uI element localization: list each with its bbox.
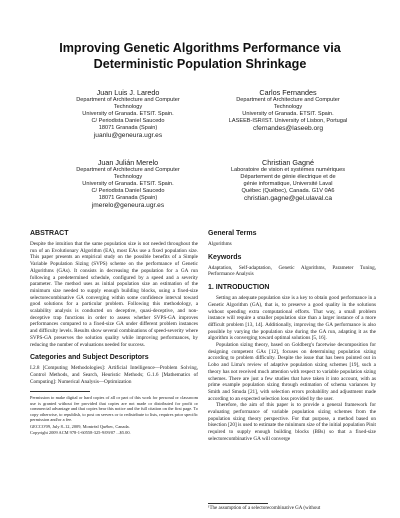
author-affiliation-line: 18071 Granada (Spain): [98, 125, 158, 131]
author-affiliation-line: Département de génie électrique et de: [240, 174, 336, 180]
author-affiliation-line: 18071 Granada (Spain): [98, 195, 158, 201]
author-affiliation-line: University of Granada. ETSIT. Spain.: [82, 181, 174, 187]
copyright-notice: [30, 395, 198, 435]
author-name: Juan Julián Merelo: [97, 158, 159, 167]
author-affiliation-line: Technology: [273, 104, 303, 110]
footnote-divider: [208, 503, 268, 504]
author-affiliation-line: Laboratoire de vision et systèmes numériques: [230, 167, 346, 173]
acm-copyright: Copyright 2009 ACM 978-1-60558-325-9/09/07 ...$5.00.: [30, 429, 131, 435]
paper-title: [0, 40, 400, 72]
categories-heading: Categories and Subject Descriptors: [30, 354, 149, 362]
general-terms-heading: General Terms: [208, 230, 257, 237]
author-name: Juan Luis J. Laredo: [96, 88, 160, 97]
abstract-text: Despite the intuition that the same population size is not needed throughout the run of an Evolutionary Algorithm (EA), most EAs use a fixed population size. This paper presents an empirical study on the possible benefits of a Simple Variable Population Sizing (SVPS) scheme on the performance of Genetic Algorithms (GAs). It consists in decreasing the population for a GA run following a predetermined schedule, configured by a speed and a severity parameter. The method uses as initial population size an estimation of the minimum size needed to supply enough building blocks, using a fixed-size selectorecombinative GA converging within some confidence interval toward good solutions for a particular problem. Following this methodology, a scalability analysis is conducted on deceptive, quasi-deceptive, and non-deceptive trap functions in order to assess whether SVPS-GA improves performances compared to a fixed-size GA under different problem instances and difficulty levels. Results show several combinations of speed-severity where SVPS-GA preserves the solution quality while improving performances, by reducing the number of evaluations needed for success.: [30, 241, 198, 348]
general-terms-text: Algorithms: [208, 241, 232, 247]
author-affiliation-line: génie informatique, Université Laval: [243, 181, 333, 187]
left-column: [30, 230, 198, 435]
author-email[interactable]: juanlu@geneura.ugr.es: [93, 132, 163, 139]
keywords-section: [208, 254, 376, 278]
keywords-heading: Keywords: [208, 253, 242, 261]
introduction-paragraph-1: Setting an adequate population size is a key to obtain good performance in a Genetic Algorithm (GA), that is, to preserve a good quality in the solutions without spending extra computational efforts. That way, a small problem instance will require a smaller population size than a larger instance of a more difficult problem [13, 14]. Additionally, improving the GA performance is also possible by varying the population size during the GA run, adapting it as the algorithm is converging toward optimal solutions [5, 16].: [208, 295, 376, 342]
author-affiliation-line: C/ Periodista Daniel Saucedo: [91, 188, 165, 194]
introduction-heading: 1. INTRODUCTION: [208, 284, 270, 292]
footnote: ¹The assumption of a selectorecombinative GA (without: [208, 506, 321, 511]
author-block-fernandes: [208, 88, 368, 133]
introduction-paragraph-3: Therefore, the aim of this paper is to provide a general framework for evaluating performance of variable population sizing schemes from the population sizing theory perspective. For that purpose, a method based on bisection [20] is used to estimate the minimum size of the initial population Pinit required to supply enough building blocks (BBs) so that a fixed-size selectorecombinative GA will converge: [208, 402, 376, 442]
right-column: [208, 230, 376, 449]
conference-venue: GECCO'09, July 8–12, 2009, Montréal Québec, Canada.: [30, 424, 130, 430]
author-name: Carlos Fernandes: [259, 88, 317, 97]
title-line-2: Deterministic Population Shrinkage: [93, 57, 307, 71]
author-email[interactable]: cfernandes@laseeb.org: [252, 125, 324, 132]
copyright-divider: [30, 391, 90, 392]
categories-text: I.2.8 [Computing Methodologies]: Artificial Intelligence—Problem Solving, Control Methods, and Search, Heuristic Methods; G.1.6 [Mathematics of Computing]: Numerical Analysis—Optimization: [30, 365, 198, 385]
author-block-merelo: [48, 158, 208, 210]
author-affiliation-line: Québec (Québec), Canada. G1V 0A6: [241, 188, 335, 194]
author-affiliation-line: Department of Architecture and Computer: [236, 97, 340, 103]
introduction-section: [208, 284, 376, 442]
introduction-paragraph-2: Population sizing theory, based on Goldberg's facetwise decomposition for designing competent GAs [12], focuses on determining population sizing according to problem difficulty. Despite the issue that has been pointed out in Lobo and Lima's review of adaptive population sizing schemes [19], such a theory has not received much attention with respect to variable population sizing schemes. There are just a few studies that have taken it into account, with as prime example population sizing through estimation of schema variances by Smith and Smuda [21], with selection errors probability and adjustment made according to an expected selection loss provided by the user.: [208, 342, 376, 402]
abstract-section: [30, 230, 198, 348]
author-name: Christian Gagné: [262, 158, 314, 167]
abstract-heading: ABSTRACT: [30, 230, 69, 237]
author-affiliation-line: Technology: [113, 104, 143, 110]
author-affiliation-line: LASEEB-ISR/IST. University of Lisbon, Portugal: [228, 118, 348, 124]
author-block-gagne: [208, 158, 368, 203]
author-email[interactable]: jmerelo@geneura.ugr.es: [91, 202, 165, 209]
author-affiliation-line: University of Granada. ETSIT. Spain.: [82, 111, 174, 117]
general-terms-section: [208, 230, 376, 248]
author-affiliation-line: Department of Architecture and Computer: [76, 97, 180, 103]
title-line-1: Improving Genetic Algorithms Performance via: [59, 41, 341, 55]
categories-section: [30, 354, 198, 385]
author-block-laredo: [48, 88, 208, 140]
author-affiliation-line: C/ Periodista Daniel Saucedo: [91, 118, 165, 124]
permission-text: Permission to make digital or hard copies of all or part of this work for personal or classroom use is granted without fee provided that copies are not made or distributed for profit or commercial advantage and that copies bear this notice and the full citation on the first page. To copy otherwise, to republish, to post on servers or to redistribute to lists, requires prior specific permission and/or a fee.: [30, 395, 198, 422]
author-email[interactable]: christian.gagne@gel.ulaval.ca: [243, 195, 333, 202]
author-affiliation-line: University of Granada. ETSIT. Spain.: [242, 111, 334, 117]
author-affiliation-line: Department of Architecture and Computer: [76, 167, 180, 173]
keywords-text: Adaptation, Self-adaptation, Genetic Algorithms, Parameter Tuning, Performance Analysis: [208, 264, 376, 278]
author-affiliation-line: Technology: [113, 174, 143, 180]
